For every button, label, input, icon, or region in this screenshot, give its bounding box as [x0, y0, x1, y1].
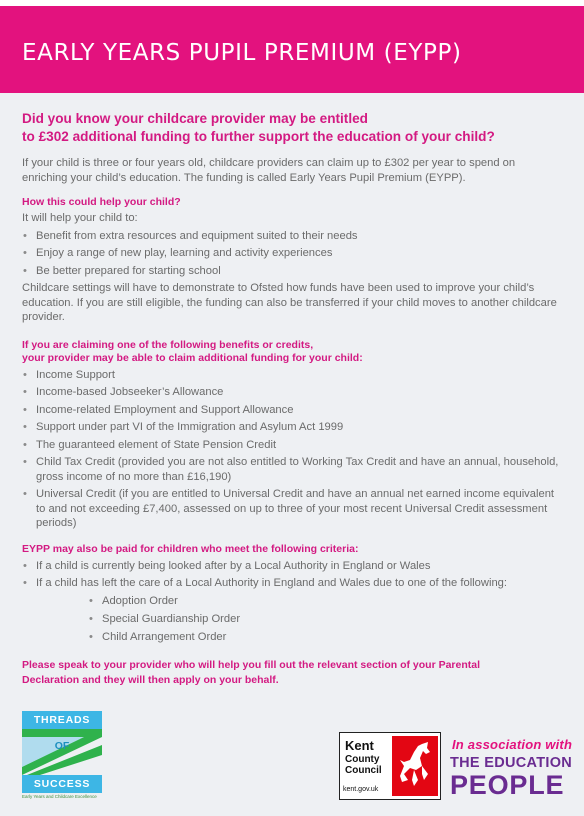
intro-question	[22, 110, 562, 146]
criteria-heading: EYPP may also be paid for children who meet the following criteria:	[22, 542, 359, 555]
threads-tagline: Early Years and Childcare Excellence	[22, 794, 97, 799]
education-people-line-2: PEOPLE	[450, 770, 565, 800]
education-people-line-1: THE EDUCATION	[450, 755, 573, 771]
closing-line-1: Please speak to your provider who will help you fill out the relevant section of your Parental	[22, 659, 481, 671]
page-title: EARLY YEARS PUPIL PREMIUM (EYPP)	[22, 40, 462, 66]
intro-line-1: Did you know your childcare provider may be entitled	[22, 111, 368, 126]
kent-name: Kent	[345, 738, 374, 753]
order-item: • Special Guardianship Order	[88, 612, 562, 627]
benefit-item: • The guaranteed element of State Pension Credit	[22, 438, 562, 453]
success-word: SUCCESS	[22, 775, 102, 793]
education-people-logo	[450, 755, 572, 798]
benefit-item: • Child Tax Credit (provided you are not also entitled to Working Tax Credit and have an annual, household, gross income of no more than £16,190)	[22, 455, 562, 484]
threads-of-success-logo	[22, 711, 102, 801]
threads-of-word: OF	[54, 740, 70, 752]
benefit-item: • Support under part VI of the Immigration and Asylum Act 1999	[22, 420, 562, 435]
benefits-heading-line-2: your provider may be able to claim additional funding for your child:	[22, 351, 363, 364]
help-item: • Enjoy a range of new play, learning and activity experiences	[22, 246, 562, 261]
help-list	[22, 229, 562, 279]
help-item: • Benefit from extra resources and equipment suited to their needs	[22, 229, 562, 244]
benefit-item: • Income-based Jobseeker’s Allowance	[22, 385, 562, 400]
kent-county-word: County	[345, 754, 380, 765]
association-text: In association with	[452, 737, 573, 752]
kent-wordmark	[340, 733, 390, 801]
main-content	[22, 110, 562, 688]
closing-note	[22, 658, 562, 688]
order-list	[88, 594, 562, 645]
intro-line-2: to £302 additional funding to further support the education of your child?	[22, 129, 495, 144]
horse-icon	[392, 736, 438, 796]
criteria-list	[22, 559, 562, 591]
kent-horse-emblem	[392, 736, 438, 796]
eligibility-paragraph: If your child is three or four years old, childcare providers can claim up to £302 per year to spend on enriching your child’s education. The funding is called Early Years Pupil Premium (EYPP).	[22, 157, 516, 184]
ofsted-paragraph: Childcare settings will have to demonstrate to Ofsted how funds have been used to improve your child’s education. If you are still eligible, the funding can also be transferred if your child moves to another childcare provider.	[22, 282, 557, 323]
kent-url: kent.gov.uk	[343, 786, 379, 793]
benefit-item: • Universal Credit (if you are entitled to Universal Credit and have an annual net earned income equivalent to and not exceeding £7,400, assessed on up to three of your most recent Universal Credit assessment periods)	[22, 487, 562, 531]
order-item: • Child Arrangement Order	[88, 630, 562, 645]
criteria-item: • If a child is currently being looked after by a Local Authority in England or Wales	[22, 559, 562, 574]
benefits-list	[22, 368, 562, 531]
kent-council-label	[345, 754, 382, 776]
kent-county-council-logo	[339, 732, 441, 800]
order-item: • Adoption Order	[88, 594, 562, 609]
benefit-item: • Income Support	[22, 368, 562, 383]
criteria-item: • If a child has left the care of a Local Authority in England and Wales due to one of the following:	[22, 576, 562, 591]
benefit-item: • Income-related Employment and Support Allowance	[22, 403, 562, 418]
help-heading: How this could help your child?	[22, 196, 181, 208]
help-item: • Be better prepared for starting school	[22, 264, 562, 279]
threads-word: THREADS	[22, 711, 102, 729]
benefits-heading	[22, 339, 562, 365]
kent-council-word: Council	[345, 765, 382, 776]
page-header	[0, 6, 584, 93]
help-lead: It will help your child to:	[22, 212, 138, 224]
benefits-heading-line-1: If you are claiming one of the following benefits or credits,	[22, 338, 314, 351]
closing-line-2: Declaration and they will then apply on your behalf.	[22, 674, 279, 686]
